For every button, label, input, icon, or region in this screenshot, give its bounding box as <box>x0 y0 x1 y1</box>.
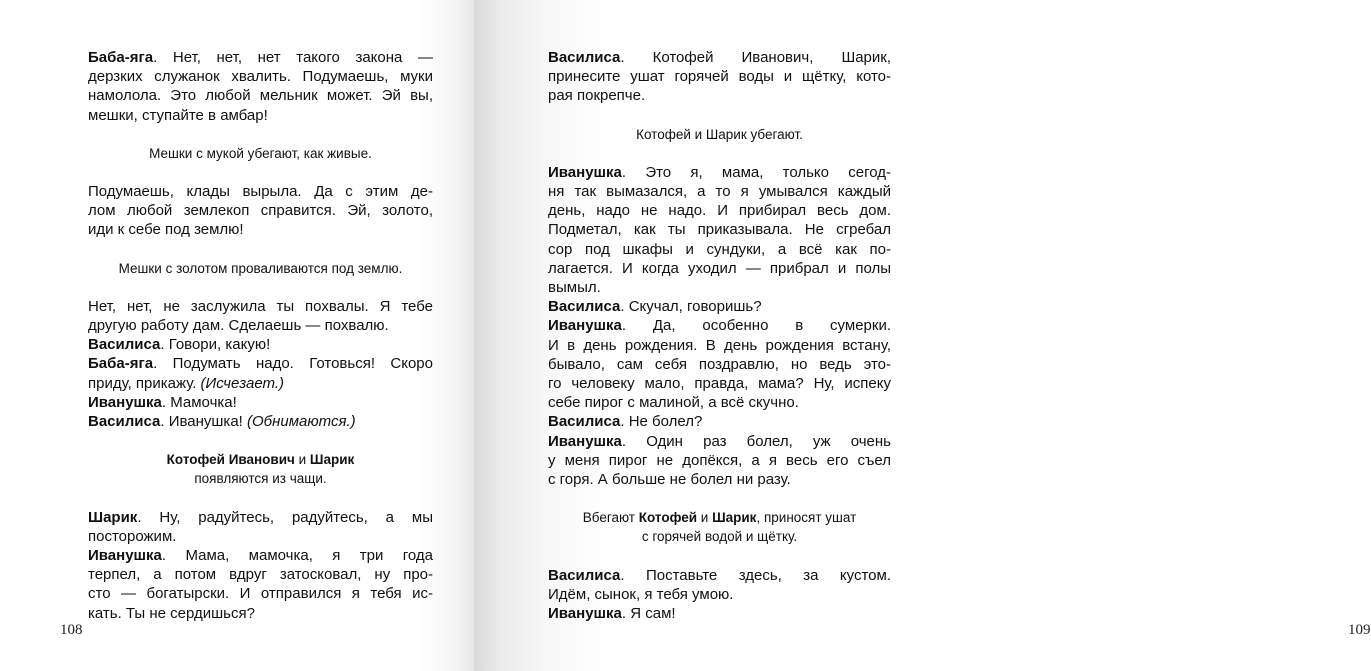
text-line: лагается. И когда уходил — прибрал и полы <box>548 259 891 277</box>
text-line: с горя. А больше не болел ни разу. <box>548 471 791 489</box>
text-line: ня так вымазался, а то я умывался каждый <box>548 183 891 201</box>
text-line: рая покрепче. <box>548 87 646 105</box>
stage-direction: Мешки с мукой убегают, как живые. <box>149 145 372 161</box>
text-line: Иванушка. Один раз болел, уж очень <box>548 432 891 450</box>
left-page-text <box>88 48 433 623</box>
text-line: Василиса. Котофей Иванович, Шарик, <box>548 49 891 66</box>
text-line: Иванушка. Мамочка! <box>88 393 237 411</box>
text-line: го человеку мало, правда, мама? Ну, испеку <box>548 375 891 393</box>
text-line: иди к себе под землю! <box>88 221 244 239</box>
text-line: намолола. Это любой мельник может. Эй вы, <box>88 87 433 105</box>
text-line: Баба-яга. Подумать надо. Готовься! Скоро <box>88 355 433 373</box>
text-line: Баба-яга. Нет, нет, нет такого закона — <box>88 49 433 66</box>
text-line: дерзких служанок хвалить. Подумаешь, муки <box>88 68 433 86</box>
text-line: терпел, а потом вдруг затосковал, ну про- <box>88 566 433 584</box>
text-line: Иванушка. Это я, мама, только сегод- <box>548 163 891 181</box>
text-line: Василиса. Говори, какую! <box>88 336 271 354</box>
text-line: у меня пирог не допёкся, а я весь его съел <box>548 451 891 469</box>
text-line: Шарик. Ну, радуйтесь, радуйтесь, а мы <box>88 508 433 526</box>
text-line: приду, прикажу. (Исчезает.) <box>88 374 285 392</box>
text-line: посторожим. <box>88 527 177 545</box>
right-page-text <box>548 48 891 623</box>
text-line: кать. Ты не сердишься? <box>88 604 255 622</box>
text-line: Подумаешь, клады вырыла. Да с этим де- <box>88 183 433 201</box>
stage-direction: Вбегают Котофей и Шарик, приносят ушат <box>582 510 857 526</box>
text-line: И в день рождения. В день рождения встану, <box>548 336 891 354</box>
text-line: день, надо не надо. И прибирал весь дом. <box>548 202 891 220</box>
text-line: другую работу дам. Сделаешь — похвалю. <box>88 317 389 335</box>
text-line: Нет, нет, не заслужила ты похвалы. Я тебе <box>88 297 433 315</box>
text-line: мешки, ступайте в амбар! <box>88 106 268 124</box>
left-page-number: 108 <box>60 622 83 638</box>
text-line: Идём, сынок, я тебя умою. <box>548 585 734 603</box>
text-line: сто — богатырски. И отправился я тебя ис- <box>88 585 433 603</box>
right-page-number: 109 <box>1348 622 1371 638</box>
stage-direction: появляются из чащи. <box>194 471 327 487</box>
text-line: Иванушка. Я сам! <box>548 605 676 623</box>
text-line: Иванушка. Мама, мамочка, я три года <box>88 547 433 565</box>
text-line: себе пирог с малиной, а всё скучно. <box>548 394 799 412</box>
text-line: вымыл. <box>548 279 601 297</box>
text-line: сор под шкафы и сундуки, а всё как по- <box>548 240 891 258</box>
stage-direction: Котофей Иванович и Шарик <box>166 452 355 468</box>
text-line: Василиса. Не болел? <box>548 413 703 431</box>
text-line: лом любой землекоп справится. Эй, золото, <box>88 202 433 220</box>
text-line: Иванушка. Да, особенно в сумерки. <box>548 317 891 335</box>
text-line: Василиса. Иванушка! (Обнимаются.) <box>88 413 356 431</box>
text-line: бывало, сам себя поздравлю, но ведь это- <box>548 355 891 373</box>
stage-direction: с горячей водой и щётку. <box>641 529 798 545</box>
left-page <box>0 0 474 671</box>
stage-direction: Мешки с золотом проваливаются под землю. <box>118 260 403 276</box>
text-line: Василиса. Поставьте здесь, за кустом. <box>548 566 891 584</box>
text-line: Василиса. Скучал, говоришь? <box>548 298 762 316</box>
text-line: Подметал, как ты приказывала. Не сгребал <box>548 221 891 239</box>
text-line: принесите ушат горячей воды и щётку, кото- <box>548 68 891 86</box>
stage-direction: Котофей и Шарик убегают. <box>636 126 803 142</box>
